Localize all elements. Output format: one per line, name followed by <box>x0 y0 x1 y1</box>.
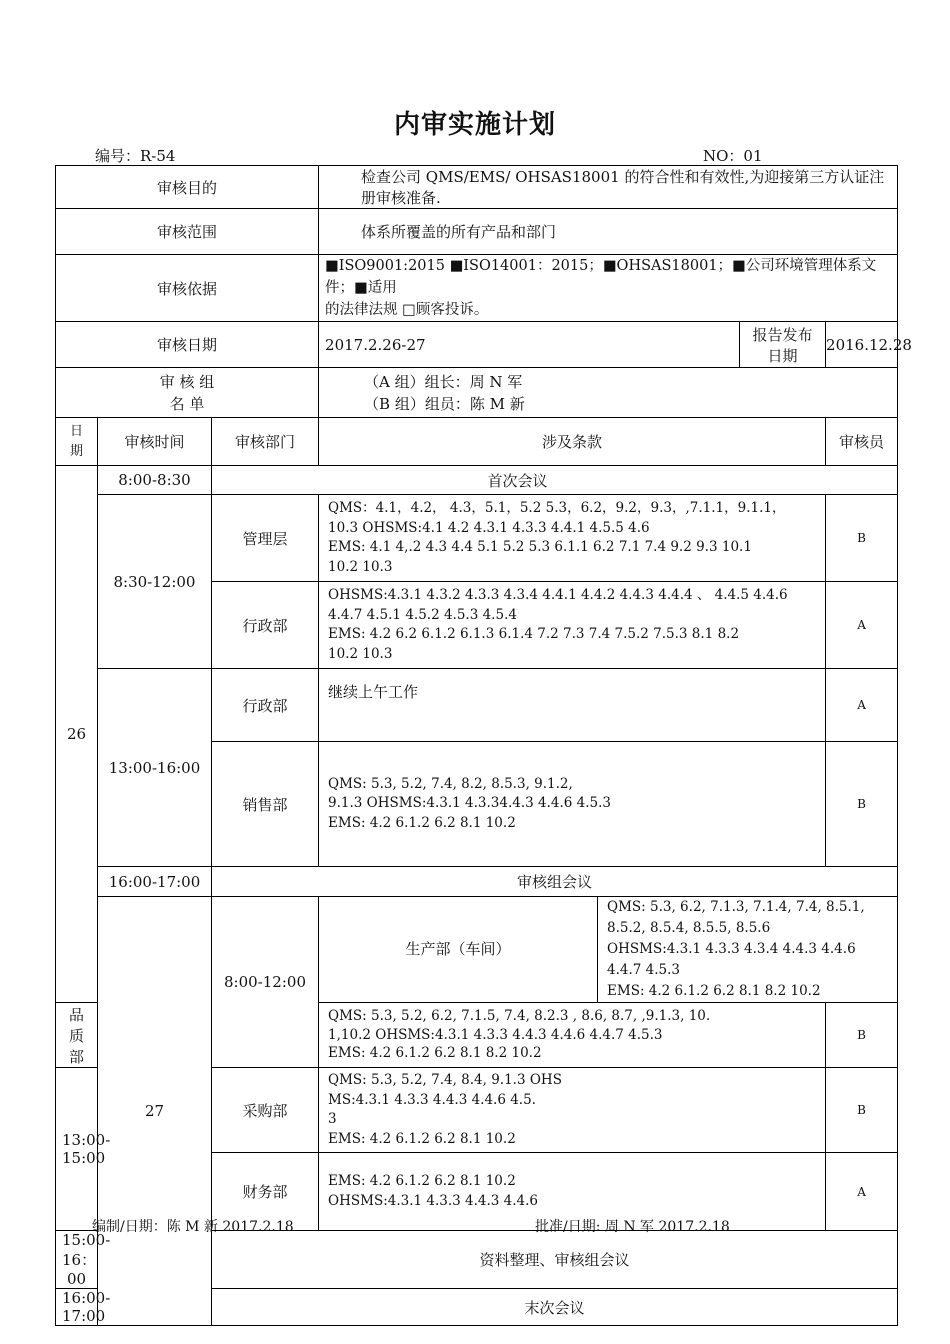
team-label <box>56 368 319 418</box>
clause-line: QMS: 5.3, 6.2, 7.1.3, 7.1.4, 7.4, 8.5.1, 8.5.2, 8.5.4, 8.5.5, 8.5.6 <box>607 899 865 936</box>
day-27: 27 <box>98 897 212 1326</box>
dept-cell: 生产部（车间） <box>319 897 598 1003</box>
clause-cell <box>319 742 826 867</box>
clause-cell: 继续上午工作 <box>319 669 826 742</box>
audit-plan-table <box>55 165 912 1326</box>
clause-line: OHSMS:4.3.1 4.3.3 4.4.3 4.4.6 <box>328 1192 539 1209</box>
clause-line: 10.2 10.3 <box>328 558 393 575</box>
date-value: 2017.2.26-27 <box>319 322 740 368</box>
clause-line: MS:4.3.1 4.3.3 4.4.3 4.4.6 4.5. <box>328 1091 536 1108</box>
clause-line: EMS: 4.2 6.1.2 6.2 8.1 10.2 <box>328 1173 516 1189</box>
clause-line: EMS: 4.2 6.1.2 6.2 8.1 10.2 <box>328 814 516 831</box>
auditor-cell: B <box>826 495 898 582</box>
clause-line: QMS: 5.3, 5.2, 6.2, 7.1.5, 7.4, 8.2.3 , 8.6, 8.7, ,9.1.3, 10. <box>328 1008 711 1025</box>
clause-line: EMS: 4.1 4,.2 4.3 4.4 5.1 5.2 5.3 6.1.1 6.2 7.1 7.4 9.2 9.3 10.1 <box>328 539 752 555</box>
group-b: （B 组）组员：陈 M 新 <box>364 394 525 413</box>
dept-cell: 采购部 <box>212 1068 319 1153</box>
approved-by: 批准/日期: 周 N 军 2017.2.18 <box>535 1219 730 1235</box>
auditor-cell: A <box>826 582 898 669</box>
clause-line: 3 <box>328 1111 337 1127</box>
time-cell: 13:00-15:00 <box>56 1068 98 1231</box>
schedule-row <box>56 466 898 495</box>
header-time: 审核时间 <box>98 418 212 466</box>
header-dept: 审核部门 <box>212 418 319 466</box>
event-cell: 末次会议 <box>212 1289 898 1326</box>
report-date-value: 2016.12.28 <box>826 322 898 368</box>
clause-cell <box>598 897 898 1003</box>
header-day: 日期 <box>56 418 98 466</box>
date-label: 审核日期 <box>56 322 319 368</box>
scope-value: 体系所覆盖的所有产品和部门 <box>319 209 898 255</box>
clause-cell <box>319 582 826 669</box>
report-date-label: 报告发布日期 <box>740 322 826 368</box>
clause-cell <box>319 1003 826 1068</box>
dept-cell: 行政部 <box>212 582 319 669</box>
auditor-cell: B <box>826 742 898 867</box>
basis-line-2: 的法律法规 □顾客投诉。 <box>325 302 489 318</box>
dept-cell: 品质部 <box>56 1003 98 1068</box>
schedule-header-row <box>56 418 898 466</box>
basis-value <box>319 255 898 322</box>
clause-line: 1,10.2 OHSMS:4.3.1 4.3.3 4.4.3 4.4.6 4.4.7 4.5.3 <box>328 1026 663 1043</box>
document-title: 内审实施计划 <box>393 110 556 140</box>
team-row <box>56 368 898 418</box>
time-cell: 13:00-16:00 <box>98 669 212 867</box>
team-label-line-1: 审 核 组 <box>159 372 215 391</box>
auditor-cell: B <box>826 1068 898 1153</box>
clause-cell <box>319 495 826 582</box>
time-cell: 16:00-17:00 <box>98 867 212 897</box>
header-auditor: 审核员 <box>826 418 898 466</box>
document-number: 编号：R-54 <box>95 147 176 165</box>
event-cell: 资料整理、审核组会议 <box>212 1231 898 1289</box>
dept-cell: 销售部 <box>212 742 319 867</box>
time-cell: 8:30-12:00 <box>98 495 212 669</box>
basis-label: 审核依据 <box>56 255 319 322</box>
header-clauses: 涉及条款 <box>319 418 826 466</box>
dept-cell: 财务部 <box>212 1153 319 1231</box>
clause-line: EMS: 4.2 6.1.2 6.2 8.1 8.2 10.2 <box>607 983 821 999</box>
basis-line-1: ■ISO9001:2015 ■ISO14001：2015；■OHSAS18001；■公司环境管理体系文件；■适用 <box>325 258 877 296</box>
date-row <box>56 322 898 368</box>
clause-line: OHSMS:4.3.1 4.3.2 4.3.3 4.3.4 4.4.1 4.4.2 4.4.3 4.4.4 、 4.4.5 4.4.6 <box>328 587 788 603</box>
purpose-row <box>56 166 898 209</box>
clause-line: OHSMS:4.3.1 4.3.3 4.3.4 4.4.3 4.4.6 4.4.7 4.5.3 <box>607 941 856 978</box>
dept-cell: 行政部 <box>212 669 319 742</box>
clause-line: EMS: 4.2 6.1.2 6.2 8.1 8.2 10.2 <box>328 1045 542 1062</box>
purpose-label: 审核目的 <box>56 166 319 209</box>
basis-row <box>56 255 898 322</box>
group-a: （A 组）组长：周 N 军 <box>364 372 523 391</box>
event-cell: 首次会议 <box>212 466 898 495</box>
time-cell: 8:00-12:00 <box>212 897 319 1068</box>
clause-line: EMS: 4.2 6.1.2 6.2 8.1 10.2 <box>328 1130 516 1147</box>
clause-line: QMS: 5.3, 5.2, 7.4, 8.2, 8.5.3, 9.1.2, <box>328 775 573 792</box>
clause-line: QMS: 5.3, 5.2, 7.4, 8.4, 9.1.3 OHS <box>328 1072 562 1088</box>
serial-number: NO：01 <box>703 147 763 165</box>
schedule-row <box>56 495 898 582</box>
auditor-cell: A <box>826 1153 898 1231</box>
event-cell: 审核组会议 <box>212 867 898 897</box>
clause-line: QMS：4.1，4.2， 4.3，5.1，5.2 5.3，6.2，9.2，9.3，,7.1.1，9.1.1， <box>328 500 786 516</box>
prepared-by: 编制/日期：陈 M 新 2017.2.18 <box>92 1219 294 1235</box>
clause-line: 9.1.3 OHSMS:4.3.1 4.3.34.4.3 4.4.6 4.5.3 <box>328 795 612 812</box>
schedule-row <box>56 897 898 1003</box>
scope-label: 审核范围 <box>56 209 319 255</box>
team-members <box>319 368 898 418</box>
time-cell: 15:00-16：00 <box>56 1231 98 1289</box>
scope-row <box>56 209 898 255</box>
clause-cell <box>319 1068 826 1153</box>
purpose-value: 检查公司 QMS/EMS/ OHSAS18001 的符合性和有效性,为迎接第三方认证注册审核准备. <box>319 166 898 209</box>
clause-line: 10.2 10.3 <box>328 645 393 662</box>
auditor-cell: B <box>826 1003 898 1068</box>
dept-cell: 管理层 <box>212 495 319 582</box>
clause-line: 4.4.7 4.5.1 4.5.2 4.5.3 4.5.4 <box>328 606 517 623</box>
clause-line: EMS: 4.2 6.2 6.1.2 6.1.3 6.1.4 7.2 7.3 7.4 7.5.2 7.5.3 8.1 8.2 <box>328 626 740 642</box>
clause-line: 10.3 OHSMS:4.1 4.2 4.3.1 4.3.3 4.4.1 4.5.5 4.6 <box>328 519 650 536</box>
schedule-row <box>56 669 898 742</box>
time-cell: 16:00-17:00 <box>56 1289 98 1326</box>
schedule-row <box>56 867 898 897</box>
auditor-cell: A <box>826 669 898 742</box>
time-cell: 8:00-8:30 <box>98 466 212 495</box>
team-label-line-2: 名 单 <box>169 394 205 413</box>
day-26: 26 <box>56 466 98 1003</box>
